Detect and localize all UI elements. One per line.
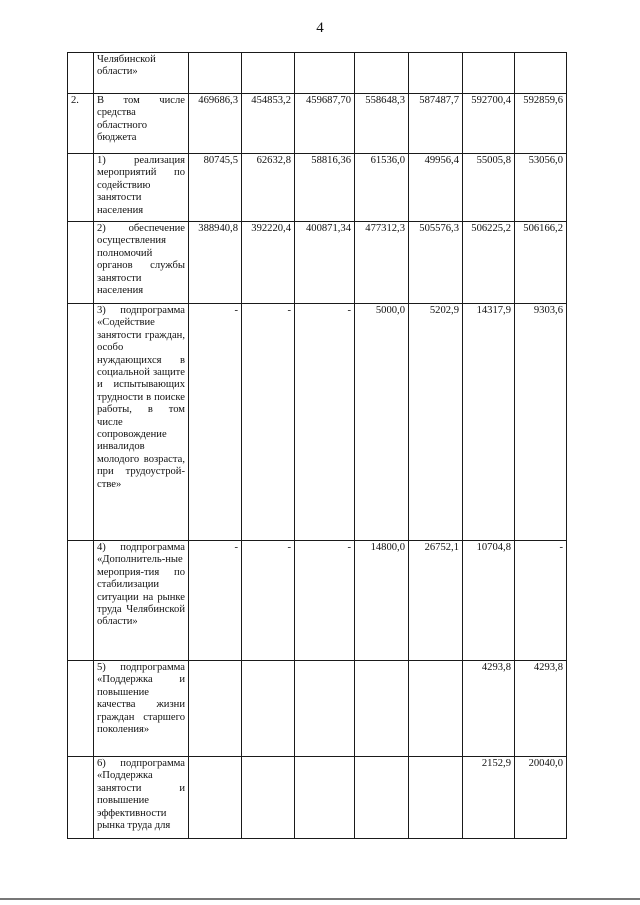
row-index (68, 222, 94, 304)
table-row (68, 304, 567, 541)
row-index (68, 53, 94, 94)
value-cell (189, 53, 242, 94)
value-cell: - (189, 304, 242, 541)
row-index (68, 661, 94, 757)
table-row (68, 94, 567, 154)
value-cell: 592859,6 (515, 94, 567, 154)
value-cell: - (295, 541, 355, 661)
value-cell: 4293,8 (463, 661, 515, 757)
row-label: 4) подпрограмма «Дополнитель-ные мероприя-тия по стабилизации ситуации на рынке труда Челябинской области» (94, 541, 189, 661)
row-label: 2) обеспечение осуществления полномочий органов службы занятости населения (94, 222, 189, 304)
table-row (68, 757, 567, 839)
value-cell: 505576,3 (409, 222, 463, 304)
value-cell: 469686,3 (189, 94, 242, 154)
value-cell: 9303,6 (515, 304, 567, 541)
value-cell: - (242, 541, 295, 661)
value-cell: 80745,5 (189, 154, 242, 222)
value-cell (409, 53, 463, 94)
value-cell (295, 757, 355, 839)
value-cell (189, 661, 242, 757)
value-cell (355, 661, 409, 757)
value-cell: 506225,2 (463, 222, 515, 304)
value-cell: 454853,2 (242, 94, 295, 154)
value-cell: 558648,3 (355, 94, 409, 154)
value-cell: - (515, 541, 567, 661)
value-cell (189, 757, 242, 839)
value-cell: 20040,0 (515, 757, 567, 839)
value-cell: 49956,4 (409, 154, 463, 222)
value-cell (295, 661, 355, 757)
value-cell: 2152,9 (463, 757, 515, 839)
page-number: 4 (316, 20, 324, 36)
value-cell (515, 53, 567, 94)
value-cell: 58816,36 (295, 154, 355, 222)
row-label: 6) подпрограмма «Поддержка занятости и повышение эффективности рынка труда для (94, 757, 189, 839)
value-cell (242, 757, 295, 839)
value-cell: 477312,3 (355, 222, 409, 304)
value-cell: 26752,1 (409, 541, 463, 661)
value-cell: 592700,4 (463, 94, 515, 154)
value-cell (409, 661, 463, 757)
value-cell: 5000,0 (355, 304, 409, 541)
scan-edge-divider (0, 898, 640, 900)
value-cell (355, 53, 409, 94)
row-index: 2. (68, 94, 94, 154)
value-cell: 400871,34 (295, 222, 355, 304)
value-cell (242, 53, 295, 94)
table-row (68, 661, 567, 757)
value-cell: 14800,0 (355, 541, 409, 661)
value-cell: 62632,8 (242, 154, 295, 222)
row-index (68, 154, 94, 222)
value-cell: - (242, 304, 295, 541)
value-cell: 61536,0 (355, 154, 409, 222)
value-cell: 388940,8 (189, 222, 242, 304)
table-row (68, 541, 567, 661)
row-index (68, 541, 94, 661)
value-cell: 5202,9 (409, 304, 463, 541)
value-cell (355, 757, 409, 839)
value-cell (295, 53, 355, 94)
value-cell: 55005,8 (463, 154, 515, 222)
value-cell: 14317,9 (463, 304, 515, 541)
row-label: В том числе средства областного бюджета (94, 94, 189, 154)
row-label: 5) подпрограмма «Поддержка и повышение качества жизни граждан старшего поколения» (94, 661, 189, 757)
value-cell: - (295, 304, 355, 541)
value-cell: - (189, 541, 242, 661)
row-label: 3) подпрограмма «Содействие занятости граждан, особо нуждающихся в социальной защите и испытывающих трудности в поиске работы, в том числе сопровождение инвалидов молодого возраста, при трудоустрой-стве» (94, 304, 189, 541)
value-cell: 506166,2 (515, 222, 567, 304)
table-row (68, 222, 567, 304)
row-label: 1) реализация мероприятий по содействию занятости населения (94, 154, 189, 222)
value-cell: 392220,4 (242, 222, 295, 304)
budget-table (67, 52, 567, 839)
table-row (68, 53, 567, 94)
row-label: Челябинской области» (94, 53, 189, 94)
table-row (68, 154, 567, 222)
value-cell (463, 53, 515, 94)
value-cell: 53056,0 (515, 154, 567, 222)
value-cell (409, 757, 463, 839)
value-cell: 587487,7 (409, 94, 463, 154)
value-cell: 459687,70 (295, 94, 355, 154)
value-cell: 10704,8 (463, 541, 515, 661)
row-index (68, 757, 94, 839)
row-index (68, 304, 94, 541)
value-cell (242, 661, 295, 757)
value-cell: 4293,8 (515, 661, 567, 757)
